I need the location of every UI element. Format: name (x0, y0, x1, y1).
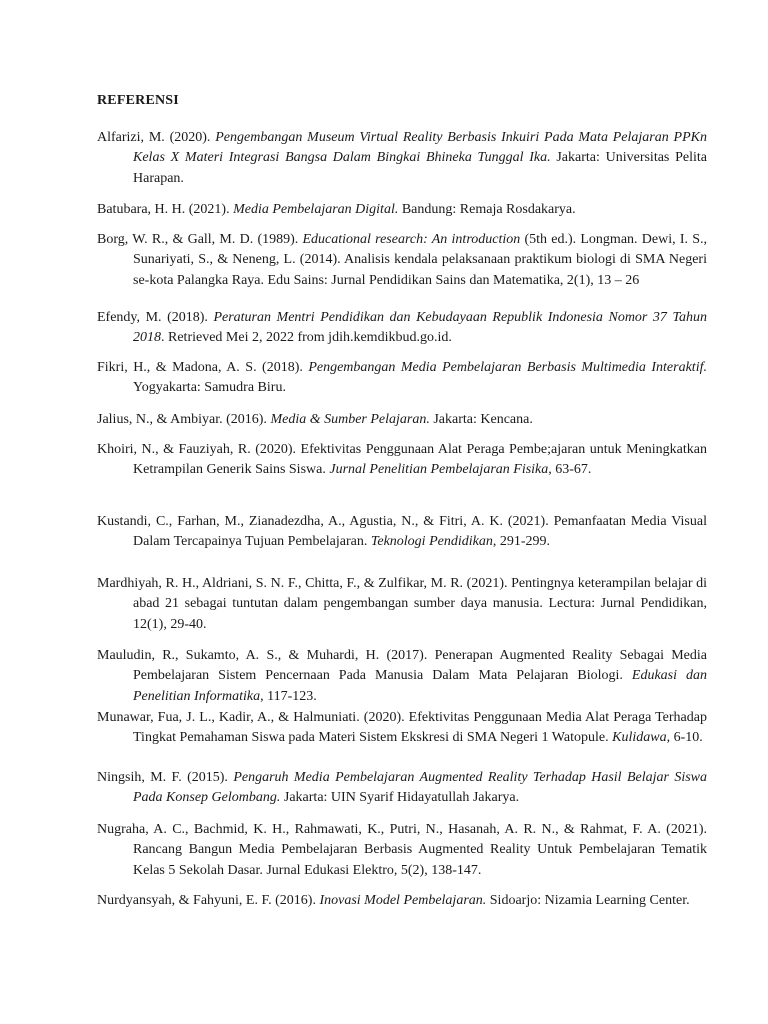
reference-entry (97, 410, 707, 430)
ref-text: , 63-67. (548, 462, 592, 478)
reference-entry (97, 128, 707, 189)
reference-entry (97, 200, 707, 220)
section-heading: REFERENSI (97, 93, 179, 108)
ref-text: Ningsih, M. F. (2015). (97, 770, 234, 785)
ref-title: Jurnal Penelitian Pembelajaran Fisika (329, 462, 549, 478)
ref-text: Fikri, H., & Madona, A. S. (2018). (97, 360, 309, 375)
reference-entry (97, 708, 707, 749)
ref-text: Munawar, Fua, J. L., Kadir, A., & Halmuniati. (2020). Efektivitas Penggunaan Media Alat Peraga Terhadap Tingkat Pemahaman Siswa pada Materi Sistem Ekskresi di SMA Negeri 1 Watopule. (97, 710, 707, 746)
ref-text: Nurdyansyah, & Fahyuni, E. F. (2016). (97, 893, 320, 908)
ref-text: Jakarta: UIN Syarif Hidayatullah Jakarya. (280, 790, 520, 806)
ref-text: Alfarizi, M. (2020). (97, 130, 216, 145)
reference-entry (97, 891, 707, 911)
ref-title: Inovasi Model Pembelajaran. (319, 893, 487, 908)
ref-text: Efendy, M. (2018). (97, 310, 214, 325)
reference-entry (97, 768, 707, 809)
ref-text: Nugraha, A. C., Bachmid, K. H., Rahmawati, K., Putri, N., Hasanah, A. R. N., & Rahmat, F. A. (2021). Rancang Bangun Media Pembelajaran Berbasis Augmented Reality Untuk Pembelajaran Tematik Kelas 5 Sekolah Dasar. Jurnal Edukasi Elektro, 5(2), 138-147. (97, 822, 707, 878)
ref-text: , 6-10. (666, 730, 703, 746)
ref-title: Media Pembelajaran Digital. (233, 202, 399, 217)
ref-text: Kustandi, C., Farhan, M., Zianadezdha, A., Agustia, N., & Fitri, A. K. (2021). Pemanfaatan Media Visual Dalam Tercapainya Tujuan Pembelajaran. (97, 514, 707, 550)
ref-title: Edukasi dan Penelitian Informatika (133, 668, 708, 704)
reference-entry (97, 574, 707, 635)
ref-text: Sidoarjo: Nizamia Learning Center. (486, 893, 690, 908)
ref-title: Pengembangan Media Pembelajaran Berbasis Multimedia Interaktif. (308, 360, 707, 375)
ref-title: Educational research: An introduction (302, 232, 521, 247)
ref-text: Jakarta: Universitas Pelita Harapan. (133, 150, 707, 186)
ref-title: Media & Sumber Pelajaran. (270, 412, 430, 427)
ref-text: Mauludin, R., Sukamto, A. S., & Muhardi, H. (2017). Penerapan Augmented Reality Sebagai Media Pembelajaran Sistem Pencernaan Pada Manusia Dalam Mata Pelajaran Biologi. (97, 648, 707, 684)
ref-text: (5th ed.). Longman. Dewi, I. S., Sunariyati, S., & Neneng, L. (2014). Analisis kendala pelaksanaan praktikum biologi di SMA Negeri se-kota Palangka Raya. Edu Sains: Jurnal Pendidikan Sains dan Matematika, 2(1), 13 – 26 (133, 232, 708, 288)
reference-entry (97, 646, 707, 707)
ref-text: Mardhiyah, R. H., Aldriani, S. N. F., Chitta, F., & Zulfikar, M. R. (2021). Pentingnya keterampilan belajar di abad 21 sebagai tuntutan dalam pengembangan sumber daya manusia. Lectura: Jurnal Pendidikan, 12(1), 29-40. (97, 576, 707, 632)
reference-entry (97, 358, 707, 399)
ref-text: Batubara, H. H. (2021). (97, 202, 234, 217)
ref-title: Pengaruh Media Pembelajaran Augmented Reality Terhadap Hasil Belajar Siswa Pada Konsep Gelombang. (133, 770, 708, 806)
ref-text: Jalius, N., & Ambiyar. (2016). (97, 412, 271, 427)
reference-entry (97, 230, 707, 291)
ref-title: Peraturan Mentri Pendidikan dan Kebudayaan Republik Indonesia Nomor 37 Tahun 2018 (133, 310, 707, 346)
reference-entry (97, 440, 707, 481)
ref-text: , 291-299. (492, 534, 550, 550)
ref-text: . Retrieved Mei 2, 2022 from jdih.kemdikbud.go.id. (161, 330, 452, 346)
ref-title: Teknologi Pendidikan (370, 534, 493, 550)
ref-text: Bandung: Remaja Rosdakarya. (398, 202, 576, 217)
ref-title: Pengembangan Museum Virtual Reality Berbasis Inkuiri Pada Mata Pelajaran PPKn Kelas X Materi Integrasi Bangsa Dalam Bingkai Bhineka Tunggal Ika. (133, 130, 707, 166)
reference-entry (97, 512, 707, 553)
reference-entry (97, 820, 707, 881)
ref-text: Yogyakarta: Samudra Biru. (133, 380, 286, 396)
ref-text: , 117-123. (260, 688, 317, 704)
ref-text: Jakarta: Kencana. (429, 412, 533, 427)
ref-text: Borg, W. R., & Gall, M. D. (1989). (97, 232, 303, 247)
ref-title: Kulidawa (612, 730, 667, 746)
reference-entry (97, 308, 707, 349)
ref-text: Khoiri, N., & Fauziyah, R. (2020). Efektivitas Penggunaan Alat Peraga Pembe;ajaran untuk Meningkatkan Ketrampilan Generik Sains Siswa. (97, 442, 707, 478)
